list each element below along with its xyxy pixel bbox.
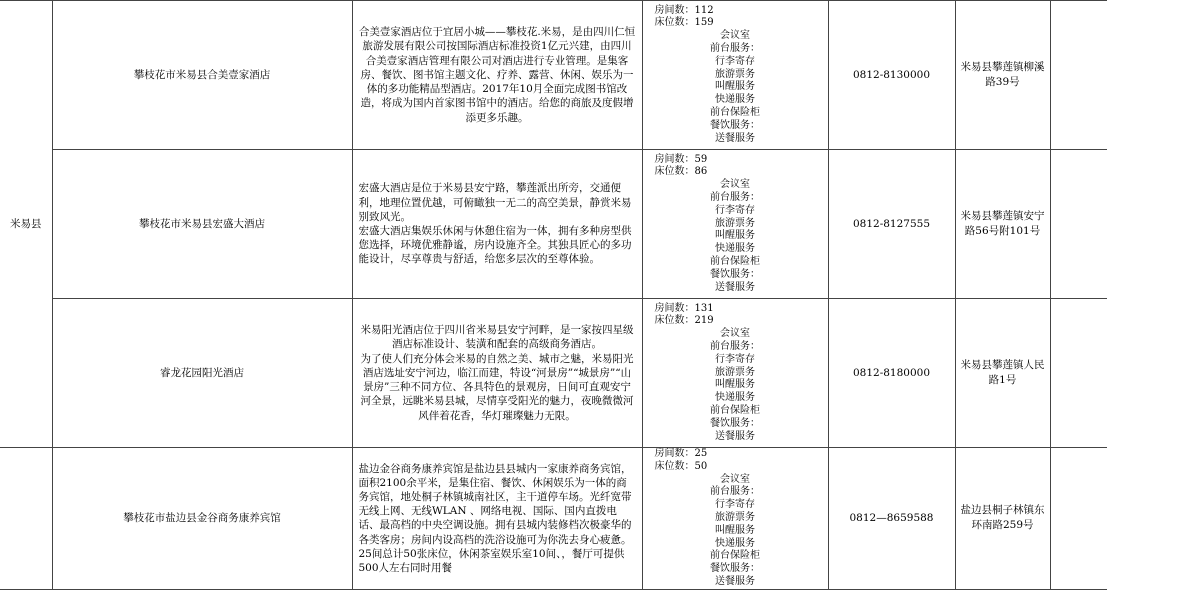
service-item: 快递服务 (715, 537, 755, 549)
service-item: 叫醒服务 (715, 81, 755, 93)
service-item: 叫醒服务 (715, 230, 755, 242)
hotel-name-cell[interactable]: 攀枝花市米易县合美壹家酒店 (52, 1, 352, 150)
service-item: 前台服务： (710, 43, 760, 54)
service-item: 前台服务： (710, 486, 760, 498)
service-item: 旅游票务 (715, 217, 755, 229)
service-item: 送餐服务 (715, 575, 755, 587)
phone-cell[interactable]: 0812-8127555 (828, 150, 955, 299)
service-item: 行李寄存 (715, 204, 755, 216)
hotel-description-text: 合美壹家酒店位于宜居小城——攀枝花.米易，是由四川仁恒旅游发展有限公司按国际酒店标准投资1亿元兴建，由四川合美壹家酒店管理有限公司对酒店进行专业管理。是集客房、餐饮、图书馆主题文化、疗养、露营、休闲、娱乐为一体的多功能精品型酒店。2017年10月全面完成图书馆改造，将成为国内首家图书馆中的酒店。给您的商旅及度假增添更多乐趣。 (358, 26, 636, 124)
service-item: 行李寄存 (715, 353, 755, 365)
address-cell[interactable]: 米易县攀莲镇柳溪路39号 (955, 1, 1050, 150)
hotel-name-cell[interactable]: 攀枝花市米易县宏盛大酒店 (52, 150, 352, 299)
service-item: 前台保险柜 (710, 106, 760, 118)
service-item: 送餐服务 (715, 281, 755, 293)
hotel-name-cell[interactable]: 睿龙花园阳光酒店 (52, 299, 352, 448)
service-item: 快递服务 (715, 94, 755, 106)
service-item: 快递服务 (715, 392, 755, 404)
hotel-description-text: 盐边金谷商务康养宾馆是盐边县县城内一家康养商务宾馆，面积2100余平米，是集住宿、餐饮、休闲娱乐为一体的商务宾馆，地处桐子林镇城南社区，主干道停车场。光纤宽带无线上网、无线WLAN 、网络电视、国际、国内直拨电话、最高档的中央空调设施。拥有县城内装修档次极豪华的各类客房；房间内设高档的洗浴设施可为你洗去身心疲惫。25间总计50张床位，休闲茶室娱乐室10间、，餐厅可提供500人左右同时用餐 (358, 462, 632, 574)
rooms-count: 房间数：25 (654, 448, 708, 459)
service-item: 餐饮服务： (710, 119, 760, 131)
service-item: 快递服务 (715, 243, 755, 255)
hotel-services-cell[interactable] (642, 448, 828, 590)
service-item: 旅游票务 (715, 511, 755, 523)
empty-cell[interactable] (1050, 448, 1107, 590)
service-item: 会议室 (720, 328, 750, 340)
county-cell[interactable] (0, 448, 52, 590)
beds-count: 床位数：219 (654, 315, 714, 327)
hotel-description-cell[interactable] (352, 1, 642, 150)
service-item: 会议室 (720, 30, 750, 42)
service-item: 行李寄存 (715, 55, 755, 67)
empty-cell[interactable] (1050, 1, 1107, 150)
address-cell[interactable]: 盐边县桐子林镇东环南路259号 (955, 448, 1050, 590)
table-row (0, 448, 1107, 590)
service-item: 行李寄存 (715, 499, 755, 511)
hotel-description-cell[interactable] (352, 150, 642, 299)
service-item: 前台服务： (710, 192, 760, 203)
service-item: 旅游票务 (715, 366, 755, 378)
table-row (0, 1, 1107, 150)
beds-count: 床位数：86 (654, 166, 708, 178)
rooms-count: 房间数：112 (654, 4, 714, 16)
beds-count: 床位数：50 (654, 460, 708, 472)
hotel-description-text: 米易阳光酒店位于四川省米易县安宁河畔，是一家按四星级酒店标准设计、装潢和配套的高级商务酒店。 为了使人们充分体会米易的自然之美、城市之魅，米易阳光酒店选址安宁河边，临江而建，特设“河景房”“城景房”“山景房”三种不同方位、各具特色的景观房，日间可直观安宁河全景，远眺米易县城，尽情享受阳光的魅力，夜晚微微河风伴着花香，华灯璀璨魅力无限。 (360, 324, 634, 422)
service-item: 餐饮服务： (710, 417, 760, 429)
phone-cell[interactable]: 0812-8180000 (828, 299, 955, 448)
service-item: 前台保险柜 (710, 550, 760, 562)
service-item: 前台保险柜 (710, 255, 760, 267)
service-item: 送餐服务 (715, 132, 755, 144)
rooms-count: 房间数：131 (654, 302, 714, 314)
beds-count: 床位数：159 (654, 17, 714, 29)
hotel-description-text: 宏盛大酒店是位于米易县安宁路，攀莲派出所旁，交通便利，地理位置优越，可俯瞰独一无二的高空美景，静赏米易别致风光。 宏盛大酒店集娱乐休闲与休憩住宿为一体，拥有多种房型供您选择，环境优雅静谧，房内设施齐全。其独具匠心的多功能设计，尽享尊贵与舒适，给您多层次的至尊体验。 (358, 182, 632, 266)
service-item: 餐饮服务： (710, 563, 760, 575)
service-item: 前台保险柜 (710, 404, 760, 416)
county-cell[interactable]: 米易县 (0, 1, 52, 448)
hotel-services-cell[interactable] (642, 1, 828, 150)
hotel-description-cell[interactable] (352, 299, 642, 448)
service-item: 叫醒服务 (715, 524, 755, 536)
rooms-count: 房间数：59 (654, 153, 708, 165)
table-row (0, 150, 1107, 299)
service-item: 会议室 (720, 179, 750, 191)
empty-cell[interactable] (1050, 299, 1107, 448)
service-item: 送餐服务 (715, 430, 755, 442)
table-row (0, 299, 1107, 448)
hotel-description-cell[interactable] (352, 448, 642, 590)
address-cell[interactable]: 米易县攀莲镇人民路1号 (955, 299, 1050, 448)
hotel-services-cell[interactable] (642, 299, 828, 448)
service-item: 前台服务： (710, 341, 760, 352)
service-item: 旅游票务 (715, 68, 755, 80)
address-cell[interactable]: 米易县攀莲镇安宁路56号附101号 (955, 150, 1050, 299)
empty-cell[interactable] (1050, 150, 1107, 299)
hotel-name-cell[interactable]: 攀枝花市盐边县金谷商务康养宾馆 (52, 448, 352, 590)
phone-cell[interactable]: 0812-8130000 (828, 1, 955, 150)
service-item: 叫醒服务 (715, 379, 755, 391)
hotel-services-cell[interactable] (642, 150, 828, 299)
service-item: 餐饮服务： (710, 268, 760, 280)
phone-cell[interactable]: 0812—8659588 (828, 448, 955, 590)
service-item: 会议室 (720, 473, 750, 485)
